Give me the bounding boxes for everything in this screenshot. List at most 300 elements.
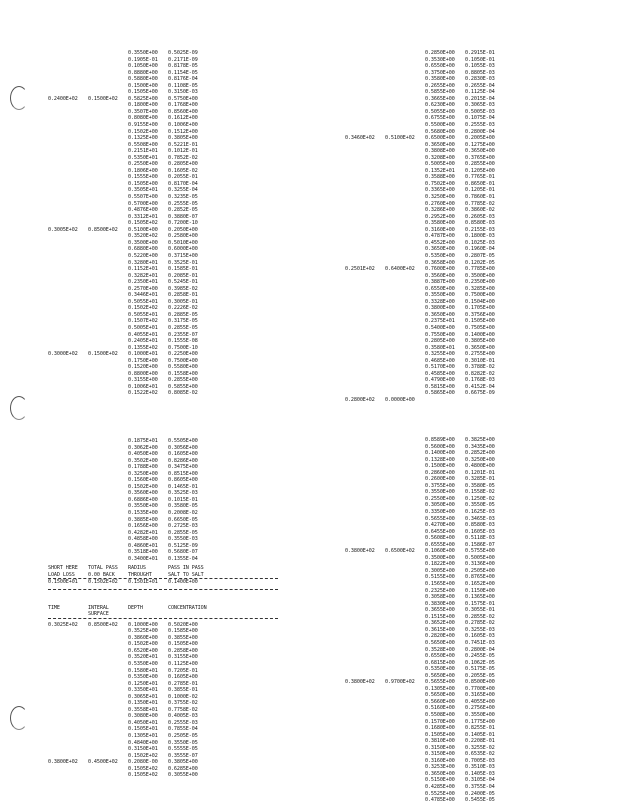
data-value: 0.1015E-01	[168, 496, 198, 503]
data-value: 0.1502E+00	[128, 128, 158, 135]
data-value: 0.2080E-00	[128, 759, 158, 766]
data-value: 0.4050E+01	[128, 719, 158, 726]
section-label: 0.9700E+02	[385, 679, 415, 686]
data-value: 0.1365E+00	[465, 594, 495, 601]
data-value: 0.5005E-03	[465, 108, 495, 115]
data-value: 0.1625E-03	[465, 509, 495, 516]
data-value: 0.1325E+00	[128, 135, 158, 142]
data-value: 0.1605E+00	[168, 451, 198, 458]
section-label: 0.0000E+00	[385, 396, 415, 403]
header-value-row	[48, 578, 278, 586]
data-value: 0.1705E+00	[465, 305, 495, 312]
data-value: 0.1565E+00	[425, 581, 455, 588]
data-value: 0.5755E+00	[465, 548, 495, 555]
data-value: 0.1505E+02	[128, 772, 158, 779]
data-value: 0.5175E-05	[465, 666, 495, 673]
data-value: 0.5507E+00	[128, 194, 158, 201]
data-value: 0.2785E-02	[465, 620, 495, 627]
data-value: 0.3756E+00	[465, 311, 495, 318]
data-value: 0.1800E+00	[128, 102, 158, 109]
data-value: 0.7500E+00	[168, 357, 198, 364]
column-header: SALT TO SALT	[168, 571, 204, 578]
data-value: 0.2855E-02	[465, 613, 495, 620]
data-value: 0.7855E-04	[168, 726, 198, 733]
data-value: 0.1012E-01	[168, 148, 198, 155]
data-value: 0.2805E+00	[425, 338, 455, 345]
column-header: LOAD LOSS	[48, 571, 75, 578]
data-value: 0.3475E+00	[168, 464, 198, 471]
data-value: 0.2885E-05	[168, 311, 198, 318]
data-value: 0.5750E+00	[168, 95, 198, 102]
column-header: TOTAL PASS	[88, 565, 118, 572]
data-value: 0.2855E-05	[168, 529, 198, 536]
data-value: 0.5125E-09	[168, 542, 198, 549]
data-value: 0.8800E+00	[128, 370, 158, 377]
data-value: 0.1405E-03	[465, 770, 495, 777]
data-value: 0.1652E+00	[465, 581, 495, 588]
data-value: 0.8805E-03	[465, 69, 495, 76]
data-value: 0.2208E-01	[465, 738, 495, 745]
data-value: 0.5825E+00	[128, 95, 158, 102]
data-value: 0.1154E-05	[168, 69, 198, 76]
data-value: 0.1502E+02	[128, 752, 158, 759]
data-value: 0.3350E+00	[425, 509, 455, 516]
section-label: 0.3800E+02	[345, 679, 375, 686]
data-value: 0.1465E-01	[168, 483, 198, 490]
results-header	[48, 565, 278, 578]
data-value: 0.3580E-05	[168, 503, 198, 510]
data-value: 0.4876E+00	[128, 207, 158, 214]
data-value: 0.3520E+02	[128, 233, 158, 240]
data-value: 0.7758E-02	[168, 706, 198, 713]
data-value: 0.1505E+01	[128, 726, 158, 733]
data-value: 0.1205E-01	[465, 187, 495, 194]
data-value: 0.7550E+00	[425, 331, 455, 338]
data-value: 0.6550E+00	[425, 653, 455, 660]
data-value: 0.4005E-03	[168, 713, 198, 720]
data-value: 0.6675E-09	[465, 390, 495, 397]
data-value: 0.5155E+00	[425, 574, 455, 581]
data-value: 0.1656E+00	[128, 523, 158, 530]
section-label: 0.3000E+02	[48, 351, 78, 358]
data-value: 0.5655E+00	[425, 679, 455, 686]
data-value: 0.1250E+01	[128, 680, 158, 687]
data-value: 0.1055E-03	[465, 63, 495, 70]
data-value: 0.2405E+01	[128, 338, 158, 345]
data-value: 0.5815E+00	[425, 383, 455, 390]
data-value: 0.3810E+00	[425, 738, 455, 745]
data-value: 0.2155E-03	[465, 226, 495, 233]
data-value: 0.1062E-05	[465, 659, 495, 666]
data-value: 0.3250E+00	[425, 194, 455, 201]
data-value: 0.1328E+00	[425, 456, 455, 463]
data-value: 0.3160E+00	[425, 757, 455, 764]
data-value: 0.2005E+00	[465, 135, 495, 142]
data-column-bottom-left	[48, 438, 278, 779]
data-value: 0.2171E-09	[168, 56, 198, 63]
data-value: 0.5650E+00	[425, 672, 455, 679]
data-value: 0.3550E+00	[128, 503, 158, 510]
data-value: 0.2550E+00	[425, 495, 455, 502]
data-value: 0.2555E-05	[168, 200, 198, 207]
data-value: 0.5855E+00	[168, 383, 198, 390]
data-value: 0.3750E+00	[425, 69, 455, 76]
section-label: 0.1500E+02	[88, 95, 118, 102]
data-value: 0.3755E-04	[465, 783, 495, 790]
data-value: 0.2600E+00	[425, 476, 455, 483]
data-value: 0.1750E+00	[128, 357, 158, 364]
data-value: 0.2755E+00	[465, 351, 495, 358]
data-value: 0.5680E-07	[168, 549, 198, 556]
data-value: 0.1680E+00	[425, 725, 455, 732]
data-value: 0.4790E+00	[425, 377, 455, 384]
data-value: 0.8176E-04	[168, 76, 198, 83]
data-value: 0.5005E+01	[128, 324, 158, 331]
data-value: 0.7852E-02	[168, 154, 198, 161]
data-value: 0.2850E+00	[425, 50, 455, 56]
data-value: 0.3255E+00	[425, 351, 455, 358]
data-value: 0.3558E+01	[128, 706, 158, 713]
data-value: 0.5245E-01	[168, 279, 198, 286]
punch-hole-mark-middle	[10, 396, 28, 420]
data-value: 0.2855E+00	[168, 377, 198, 384]
data-value: 0.3805E+00	[168, 759, 198, 766]
data-value: 0.3500E+00	[425, 554, 455, 561]
data-value: 0.3518E+00	[128, 549, 158, 556]
data-value: 0.2800E-04	[465, 128, 495, 135]
data-value: 0.8515E+00	[168, 470, 198, 477]
column-header: PASS IN PASS	[168, 565, 204, 572]
data-value: 0.5855E+00	[425, 89, 455, 96]
data-value: 0.3400E+01	[128, 555, 158, 562]
section-label: 0.5100E+02	[385, 135, 415, 142]
punch-hole-mark-bottom	[10, 706, 28, 730]
data-value: 0.4152E-04	[465, 383, 495, 390]
data-value: 0.3080E+00	[128, 713, 158, 720]
data-value: 0.4055E+01	[128, 331, 158, 338]
data-value: 0.2325E+00	[425, 587, 455, 594]
data-value: 0.1050E-01	[465, 56, 495, 63]
data-value: 0.1507E+02	[128, 318, 158, 325]
data-value: 0.8589E+00	[425, 437, 455, 443]
data-value: 0.1505E+02	[128, 220, 158, 227]
data-value: 0.1768E-03	[465, 377, 495, 384]
data-value: 0.1505E+00	[128, 89, 158, 96]
data-value: 0.2858E+00	[168, 647, 198, 654]
data-value: 0.3528E+00	[425, 646, 455, 653]
data-value: 0.3550E+00	[425, 292, 455, 299]
data-value: 0.3350E+01	[128, 687, 158, 694]
data-value: 0.3507E+00	[128, 108, 158, 115]
data-value: 0.7500E-10	[168, 344, 198, 351]
section-label: 0.3460E+02	[345, 135, 375, 142]
data-column-top-left	[48, 50, 248, 397]
data-value: 0.3285E-01	[465, 476, 495, 483]
data-value: 0.7505E+00	[465, 324, 495, 331]
section-label: 0.3025E+02	[48, 621, 78, 628]
table-row	[48, 772, 278, 779]
data-value: 0.2570E+00	[128, 285, 158, 292]
data-value: 0.3755E-02	[168, 700, 198, 707]
data-value: 0.5350E+00	[128, 674, 158, 681]
data-value: 0.7451E-03	[465, 639, 495, 646]
data-value: 0.2355E-07	[168, 331, 198, 338]
data-value: 0.1522E+02	[128, 390, 158, 397]
data-value: 0.1352E+01	[425, 167, 455, 174]
data-value: 0.5150E+00	[425, 777, 455, 784]
data-value: 0.4800E+00	[465, 463, 495, 470]
data-value: 0.1201E-01	[465, 469, 495, 476]
data-value: 0.5055E+00	[425, 108, 455, 115]
table-row	[345, 797, 555, 804]
data-value: 0.8765E+00	[465, 574, 495, 581]
data-value: 0.1612E+00	[168, 115, 198, 122]
data-value: 0.2820E+00	[425, 633, 455, 640]
data-value: 0.1515E+00	[425, 613, 455, 620]
data-value: 0.3530E+00	[425, 56, 455, 63]
data-value: 0.8085E-02	[168, 390, 198, 397]
data-value: 0.5005E+00	[465, 554, 495, 561]
data-value: 0.3800E+00	[425, 305, 455, 312]
data-value: 0.3255E-02	[465, 744, 495, 751]
data-value: 0.3658E+00	[425, 259, 455, 266]
data-value: 0.1305E+00	[425, 685, 455, 692]
data-value: 0.7765E-01	[465, 174, 495, 181]
data-value: 0.3105E-04	[465, 777, 495, 784]
data-value: 0.1605E+00	[168, 674, 198, 681]
data-value: 0.4785E+00	[425, 797, 455, 804]
data-value: 0.3550E-03	[168, 536, 198, 543]
data-value: 0.3655E+00	[425, 607, 455, 614]
data-value: 0.3525E-03	[168, 490, 198, 497]
data-value: 0.1788E+00	[128, 464, 158, 471]
data-value: 0.3715E+00	[168, 252, 198, 259]
data-value: 0.8880E+00	[128, 69, 158, 76]
data-value: 0.2400E-05	[465, 790, 495, 797]
data-value: 0.5100E+00	[128, 226, 158, 233]
data-value: 0.6500E+00	[425, 135, 455, 142]
data-value: 0.1768E+00	[168, 102, 198, 109]
data-value: 0.7005E-03	[465, 757, 495, 764]
data-value: 0.1000E+01	[128, 351, 158, 358]
concentration-header	[48, 605, 278, 618]
data-value: 0.6535E-02	[465, 751, 495, 758]
data-value: 0.3650E+00	[425, 311, 455, 318]
data-value: 0.2800E-04	[465, 646, 495, 653]
data-value: 0.2350E+00	[465, 279, 495, 286]
data-value: 0.3985E-02	[168, 285, 198, 292]
data-value: 0.1502E+00	[128, 483, 158, 490]
data-value: 0.3435E+00	[465, 443, 495, 450]
data-value: 0.5650E+00	[425, 639, 455, 646]
data-value: 0.5680E+00	[425, 128, 455, 135]
data-value: 0.1505E+00	[168, 641, 198, 648]
data-value: 0.1125E+00	[168, 660, 198, 667]
data-value: 0.6455E+00	[425, 528, 455, 535]
data-value: 0.6000E+00	[168, 246, 198, 253]
data-value: 0.3550E-05	[465, 502, 495, 509]
data-value: 0.3650E+00	[425, 141, 455, 148]
data-value: 0.2050E+00	[168, 226, 198, 233]
data-value: 0.8650E-01	[465, 180, 495, 187]
section-label: 0.3005E+02	[48, 226, 78, 233]
data-value: 0.1605E-02	[168, 167, 198, 174]
table-row	[48, 390, 248, 397]
data-value: 0.1500E+00	[425, 463, 455, 470]
data-value: 0.5508E+00	[128, 141, 158, 148]
data-value: 0.1505E+00	[128, 180, 158, 187]
data-value: 0.2085E-01	[168, 272, 198, 279]
data-value: 0.2250E+00	[168, 351, 198, 358]
data-value: 0.5350E+00	[425, 252, 455, 259]
punch-hole-mark-top	[10, 86, 28, 110]
data-value: 0.2855E+00	[465, 161, 495, 168]
data-value: 0.1108E-05	[168, 82, 198, 89]
data-value: 0.1150E+00	[465, 587, 495, 594]
data-value: 0.4787E+00	[425, 233, 455, 240]
section-label: 0.2400E+02	[48, 95, 78, 102]
data-value: 0.2655E-04	[465, 82, 495, 89]
data-value: 0.1075E-04	[465, 115, 495, 122]
data-value: 0.1400E+00	[425, 450, 455, 457]
data-value: 0.6285E+00	[168, 765, 198, 772]
column-header: RADIUS	[128, 565, 146, 572]
data-value: 0.5350E+01	[128, 154, 158, 161]
data-value: 0.2852E+00	[465, 450, 495, 457]
table-row	[48, 556, 278, 563]
data-value: 0.3615E+00	[425, 626, 455, 633]
data-value: 0.1350E+01	[128, 700, 158, 707]
data-value: 0.3855E-01	[168, 687, 198, 694]
data-value: 0.1400E+00	[465, 331, 495, 338]
data-value: 0.5055E+01	[128, 298, 158, 305]
data-value: 0.2830E-03	[465, 76, 495, 83]
data-value: 0.4858E+00	[128, 536, 158, 543]
data-value: 0.1560E+00	[128, 477, 158, 484]
data-value: 0.2151E+01	[128, 148, 158, 155]
data-value: 0.7200E-10	[168, 220, 198, 227]
data-value: 0.2555E-03	[465, 122, 495, 129]
data-value: 0.1202E-05	[465, 259, 495, 266]
data-value: 0.4055E+00	[465, 698, 495, 705]
data-value: 0.3250E+00	[128, 470, 158, 477]
data-value: 0.8605E+00	[168, 477, 198, 484]
data-value: 0.8255E-01	[465, 725, 495, 732]
data-value: 0.5555E-05	[168, 746, 198, 753]
data-value: 0.3588E+00	[425, 174, 455, 181]
section-label: 0.6400E+02	[385, 266, 415, 273]
data-value: 0.6880E+00	[128, 246, 158, 253]
data-value: 0.7785E+00	[465, 266, 495, 273]
data-value: 0.3825E+00	[465, 437, 495, 443]
data-value: 0.5505E+00	[168, 438, 198, 444]
data-value: 0.1875E+01	[128, 438, 158, 444]
data-value: 0.2055E-05	[465, 672, 495, 679]
column-header: DEPTH	[128, 604, 143, 611]
column-header: 0.00 BACK	[88, 571, 115, 578]
data-value: 0.2805E+00	[168, 161, 198, 168]
data-value: 0.2375E+01	[425, 318, 455, 325]
data-value: 0.2580E+00	[168, 233, 198, 240]
data-value: 0.8282E-02	[465, 370, 495, 377]
data-value: 0.5220E+00	[128, 252, 158, 259]
data-value: 0.3855E+00	[168, 634, 198, 641]
data-value: 0.3788E-02	[465, 364, 495, 371]
data-value: 0.9155E+00	[128, 122, 158, 129]
data-value: 0.3150E-03	[168, 89, 198, 96]
data-value: 0.4282E+01	[128, 529, 158, 536]
data-value: 0.7860E-01	[465, 194, 495, 201]
data-value: 0.7205E-01	[168, 667, 198, 674]
header-value: 0.1500E+01	[48, 579, 78, 586]
data-value: 0.5170E+00	[425, 364, 455, 371]
data-value: 0.1355E+02	[128, 344, 158, 351]
data-value: 0.2055E-01	[168, 174, 198, 181]
data-value: 0.3580E+00	[425, 220, 455, 227]
section-label: 0.3800E+02	[345, 548, 375, 555]
data-value: 0.3365E+00	[425, 187, 455, 194]
data-value: 0.2855E-05	[168, 324, 198, 331]
data-value: 0.1535E+00	[128, 510, 158, 517]
data-value: 0.5700E+00	[128, 200, 158, 207]
data-value: 0.1585E-01	[168, 266, 198, 273]
data-value: 0.3502E+00	[128, 457, 158, 464]
data-value: 0.5600E+00	[425, 443, 455, 450]
data-value: 0.3808E+00	[425, 148, 455, 155]
data-value: 0.3755E+00	[425, 482, 455, 489]
data-value: 0.3560E+00	[128, 490, 158, 497]
column-header: INTERAL	[88, 604, 109, 611]
data-value: 0.3155E+00	[128, 377, 158, 384]
data-value: 0.1006E+00	[168, 122, 198, 129]
data-value: 0.5880E+00	[128, 76, 158, 83]
data-value: 0.1405E-01	[465, 731, 495, 738]
data-value: 0.3255E-04	[168, 187, 198, 194]
data-value: 0.1905E-01	[128, 56, 158, 63]
data-value: 0.4050E+00	[128, 451, 158, 458]
data-value: 0.1502E+02	[128, 305, 158, 312]
data-value: 0.1060E+00	[425, 548, 455, 555]
data-value: 0.5221E-01	[168, 141, 198, 148]
section-label: 0.4500E+02	[88, 759, 118, 766]
data-value: 0.3652E+00	[425, 620, 455, 627]
header-value: 0.1502E+02	[88, 579, 118, 586]
data-value: 0.3010E-01	[465, 357, 495, 364]
data-value: 0.3580E+00	[425, 76, 455, 83]
data-value: 0.2550E+00	[128, 161, 158, 168]
data-value: 0.1605E-03	[465, 528, 495, 535]
data-value: 0.3065E+01	[128, 693, 158, 700]
data-value: 0.3860E+00	[128, 634, 158, 641]
data-value: 0.3520E+01	[128, 654, 158, 661]
data-value: 0.5005E+00	[425, 161, 455, 168]
data-value: 0.3650E+00	[425, 770, 455, 777]
data-value: 0.2760E+00	[425, 200, 455, 207]
data-value: 0.1000E+00	[128, 621, 158, 628]
data-value: 0.3510E-03	[465, 764, 495, 771]
data-value: 0.8286E+00	[168, 457, 198, 464]
data-value: 0.3446E+01	[128, 292, 158, 299]
data-value: 0.1505E+00	[425, 731, 455, 738]
data-value: 0.3805E+00	[465, 338, 495, 345]
data-value: 0.8560E+00	[168, 108, 198, 115]
data-value: 0.1585E+00	[168, 628, 198, 635]
data-value: 0.3280E+01	[128, 259, 158, 266]
data-value: 0.1305E+01	[128, 732, 158, 739]
data-value: 0.3150E+00	[425, 744, 455, 751]
column-header: TIME	[48, 604, 60, 611]
data-value: 0.2915E-01	[465, 50, 495, 56]
